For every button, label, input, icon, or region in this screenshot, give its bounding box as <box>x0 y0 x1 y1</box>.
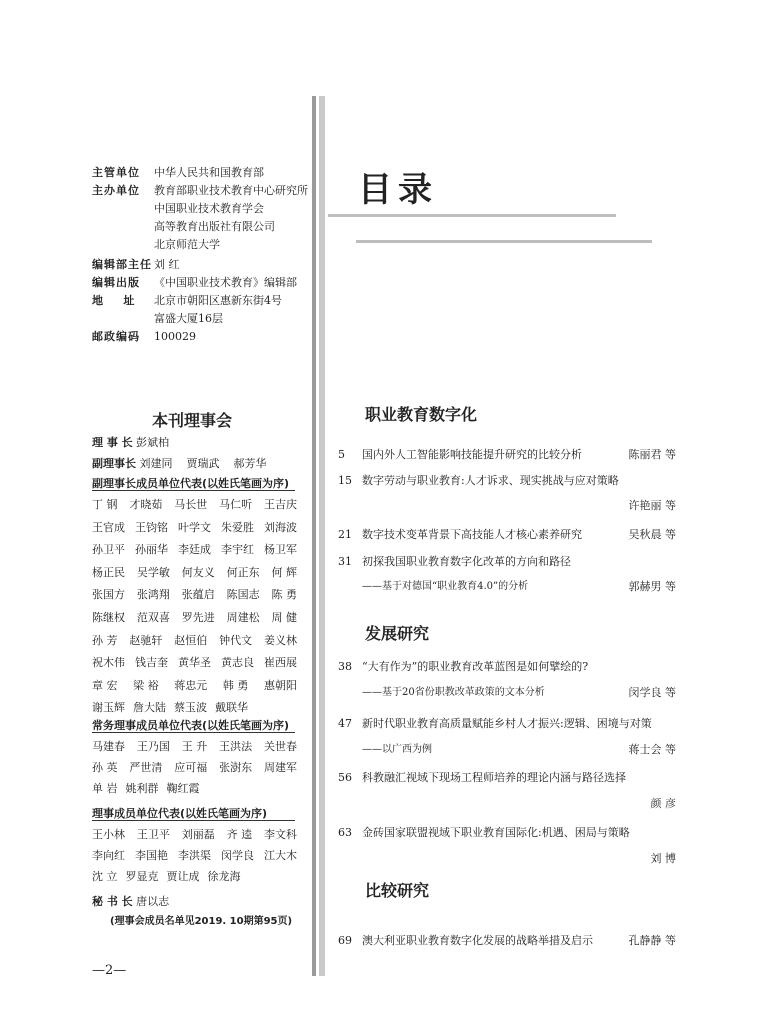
toc-article-author: 刘 博 <box>650 852 676 865</box>
title-rule <box>328 214 616 217</box>
member-name: 王卫平 <box>136 828 170 841</box>
toc-article-author: 吴秋晨 等 <box>628 528 676 541</box>
member-name: 孙丽华 <box>135 543 168 557</box>
council-vice-chair: 副理事长 刘建同 贾瑞武 郝芳华 <box>92 457 267 470</box>
divider <box>92 490 295 491</box>
council-chair: 理 事 长 彭斌柏 <box>92 436 170 449</box>
toc-article-title: 数字技术变革背景下高技能人才核心素养研究 <box>362 528 582 541</box>
names-row <box>92 541 297 557</box>
member-name: 钱吉奎 <box>135 656 168 670</box>
member-name: 罗显克 <box>125 870 159 883</box>
member-name: 蒋忠元 <box>174 678 208 692</box>
member-name: 李文科 <box>264 828 297 841</box>
names-row <box>92 609 297 625</box>
member-name: 周建军 <box>264 761 297 774</box>
toc-article-author: 闵学良 等 <box>628 686 676 699</box>
toc-page-number: 56 <box>338 771 352 784</box>
masthead-sponsor-line2: 中国职业技术教育学会 <box>154 202 264 215</box>
member-name: 刘海波 <box>264 520 297 534</box>
member-name: 周建松 <box>226 611 260 624</box>
member-name: 钟代文 <box>219 633 253 647</box>
toc-article-title: 金砖国家联盟视域下职业教育国际化:机遇、困局与策略 <box>362 826 630 839</box>
toc-article-title: 新时代职业教育高质量赋能乡村人才振兴:逻辑、困境与对策 <box>362 717 652 730</box>
member-name: 王 升 <box>181 740 208 753</box>
member-name: 马建春 <box>92 740 125 753</box>
names-row <box>92 826 297 842</box>
member-name: 王乃国 <box>136 740 170 753</box>
masthead-sponsor: 主办单位 教育部职业技术教育中心研究所 <box>92 184 308 197</box>
member-name: 何 辉 <box>271 565 297 579</box>
member-name: 才晓茹 <box>129 498 163 511</box>
toc-article-subtitle: ——以广西为例 <box>362 744 432 755</box>
member-name: 王钧铭 <box>135 520 168 534</box>
member-name: 徐龙海 <box>207 870 241 883</box>
vertical-divider <box>312 96 316 976</box>
toc-section-heading: 发展研究 <box>365 624 430 643</box>
member-name: 王洪法 <box>219 740 253 753</box>
council-secretary: 秘 书 长 唐以志 <box>92 895 170 908</box>
member-name: 王吉庆 <box>264 498 297 511</box>
member-name: 陈国志 <box>226 588 260 602</box>
toc-article-author: 颜 彦 <box>650 797 676 810</box>
toc-page-number: 69 <box>338 934 352 947</box>
toc-article-title: 国内外人工智能影响技能提升研究的比较分析 <box>362 448 582 461</box>
member-name: 李廷成 <box>178 543 211 557</box>
council-footnote: (理事会成员名单见2019. 10期第95页) <box>110 916 293 927</box>
toc-page-number: 47 <box>338 717 352 730</box>
member-name: 谢玉辉 <box>92 701 125 715</box>
member-name: 李洪渠 <box>178 849 211 862</box>
member-name: 孙 芳 <box>92 633 118 647</box>
member-name: 何正东 <box>226 565 260 579</box>
names-row <box>92 847 297 863</box>
masthead-sponsor-line3: 高等教育出版社有限公司 <box>154 220 275 233</box>
member-name: 单 岩 <box>92 782 118 795</box>
member-name: 应可福 <box>174 761 208 774</box>
member-name: 李国艳 <box>135 849 168 862</box>
member-name: 李向红 <box>92 849 125 862</box>
member-name: 李宇红 <box>221 543 254 557</box>
toc-page-number: 15 <box>338 474 352 487</box>
member-name: 范双喜 <box>136 611 170 624</box>
member-name: 鞠红霞 <box>166 782 200 795</box>
toc-page-number: 31 <box>338 555 352 568</box>
member-name: 叶学文 <box>178 520 211 534</box>
masthead-publisher: 编辑出版 《中国职业技术教育》编辑部 <box>92 276 297 289</box>
member-name: 杨卫军 <box>264 543 297 557</box>
names-row <box>92 780 297 796</box>
member-name: 韩 勇 <box>222 678 249 692</box>
member-name: 杨正民 <box>92 565 125 579</box>
member-name: 陈 勇 <box>271 588 297 602</box>
member-name: 吴学敏 <box>136 565 170 579</box>
member-name: 关世春 <box>264 740 297 753</box>
member-name: 张国方 <box>92 588 125 602</box>
names-row <box>92 586 297 602</box>
member-name: 张蕴启 <box>181 588 215 602</box>
toc-article-subtitle: ——基于对德国“职业教育4.0”的分析 <box>362 581 529 592</box>
toc-article-title: 澳大利亚职业教育数字化发展的战略举措及启示 <box>362 934 593 947</box>
toc-section-heading: 职业教育数字化 <box>365 405 478 424</box>
toc-page-number: 38 <box>338 660 352 673</box>
member-name: 沈 立 <box>92 870 118 883</box>
masthead-address-line2: 富盛大厦16层 <box>154 312 223 325</box>
member-name: 朱爱胜 <box>221 520 254 534</box>
member-name: 崔西展 <box>264 656 297 670</box>
member-name: 蔡玉波 <box>174 701 207 715</box>
toc-article-title: 初探我国职业教育数字化改革的方向和路径 <box>362 555 571 568</box>
names-row <box>92 759 297 775</box>
toc-article-title: 科教融汇视域下现场工程师培养的理论内涵与路径选择 <box>362 771 626 784</box>
member-name: 梁 裕 <box>133 678 159 692</box>
toc-page-number: 63 <box>338 826 352 839</box>
names-row <box>92 519 297 535</box>
member-name: 齐 逵 <box>226 828 253 841</box>
masthead-editor: 编辑部主任 刘 红 <box>92 258 180 271</box>
member-name: 闵学良 <box>221 849 254 862</box>
toc-article-author: 许艳丽 等 <box>628 499 676 512</box>
member-name: 戴联华 <box>215 701 248 715</box>
member-name: 章 宏 <box>92 678 118 692</box>
toc-section-heading: 比较研究 <box>365 881 430 900</box>
member-name: 周 健 <box>271 611 297 624</box>
member-name: 张鸿翔 <box>136 588 170 602</box>
member-name: 马长世 <box>174 498 208 511</box>
member-name: 罗先进 <box>181 611 215 624</box>
member-name: 刘丽磊 <box>181 828 215 841</box>
masthead-postcode: 邮政编码 100029 <box>92 330 196 343</box>
names-row <box>92 738 297 754</box>
member-name: 丁 钢 <box>92 498 118 511</box>
vice-units-heading: 副理事长成员单位代表(以姓氏笔画为序) <box>92 477 290 490</box>
member-name: 王官成 <box>92 520 125 534</box>
toc-page-number: 5 <box>338 448 345 461</box>
names-row <box>92 632 297 648</box>
member-name: 孙 英 <box>92 761 118 774</box>
member-name: 黄华圣 <box>178 656 211 670</box>
masthead-address: 地 址 北京市朝阳区惠新东街4号 <box>92 294 282 307</box>
toc-article-subtitle: ——基于20省份职教改革政策的文本分析 <box>362 687 545 698</box>
toc-article-author: 陈丽君 等 <box>628 448 676 461</box>
member-name: 马仁听 <box>219 498 253 511</box>
divider <box>92 732 295 733</box>
title-rule-lower <box>356 240 652 243</box>
names-row <box>92 699 297 715</box>
toc-article-title: 数字劳动与职业教育:人才诉求、现实挑战与应对策略 <box>362 474 619 487</box>
names-row <box>92 654 297 670</box>
member-name: 江大木 <box>264 849 297 862</box>
member-name: 詹大陆 <box>133 701 166 715</box>
member-name: 王小林 <box>92 828 125 841</box>
toc-article-title: “大有作为”的职业教育改革蓝图是如何擘绘的? <box>362 660 589 673</box>
toc-page-number: 21 <box>338 528 352 541</box>
member-name: 张澍东 <box>219 761 253 774</box>
members-heading: 理事成员单位代表(以姓氏笔画为序) <box>92 807 268 820</box>
member-name: 孙卫平 <box>92 543 125 557</box>
toc-title: 目录 <box>358 170 438 210</box>
names-row <box>92 564 297 580</box>
member-name: 祝木伟 <box>92 656 125 670</box>
member-name: 严世清 <box>129 761 163 774</box>
member-name: 姜义林 <box>264 633 297 647</box>
member-name: 何友义 <box>181 565 215 579</box>
vertical-divider-shadow <box>319 96 325 976</box>
toc-article-author: 郭赫男 等 <box>628 580 676 593</box>
member-name: 陈继权 <box>92 611 125 624</box>
council-title: 本刊理事会 <box>151 411 232 430</box>
member-name: 贾让成 <box>166 870 200 883</box>
names-row <box>92 677 297 693</box>
page-number: —2— <box>92 963 127 978</box>
member-name: 姚利群 <box>125 782 159 795</box>
masthead-supervisor: 主管单位 中华人民共和国教育部 <box>92 166 264 179</box>
toc-article-author: 蒋士会 等 <box>628 743 676 756</box>
member-name: 赵驰轩 <box>129 633 163 647</box>
member-name: 黄志良 <box>221 656 254 670</box>
member-name: 赵恒伯 <box>174 633 208 647</box>
standing-heading: 常务理事成员单位代表(以姓氏笔画为序) <box>92 719 290 732</box>
names-row <box>92 868 297 884</box>
divider <box>92 820 295 821</box>
member-name: 惠朝阳 <box>264 678 297 692</box>
toc-article-author: 孔静静 等 <box>628 934 676 947</box>
names-row <box>92 496 297 512</box>
masthead-sponsor-line4: 北京师范大学 <box>154 238 220 251</box>
